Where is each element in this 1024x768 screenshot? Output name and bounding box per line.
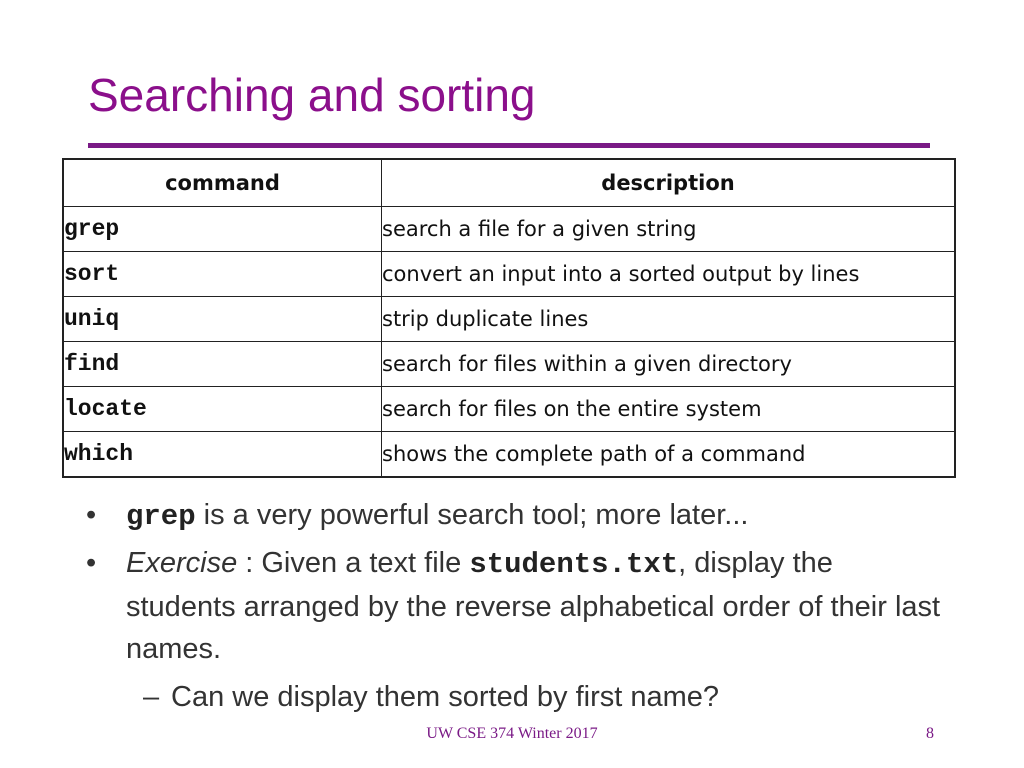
command-cell: which [63, 432, 382, 478]
sub-bullet-text: Can we display them sorted by first name? [171, 681, 720, 713]
description-cell: search for files within a given directory [382, 342, 956, 387]
inline-code: grep [126, 500, 196, 533]
commands-table [62, 158, 956, 478]
table-row [63, 297, 955, 342]
bullet-item [86, 542, 946, 670]
header-description: description [382, 159, 956, 207]
bullet-text: : Given a text file [237, 547, 470, 579]
bullet-text: is a very powerful search tool; more later... [195, 499, 749, 531]
exercise-label: Exercise [126, 547, 238, 579]
footer-course: UW CSE 374 Winter 2017 [426, 725, 598, 742]
table-row [63, 387, 955, 432]
bullet-list [86, 494, 946, 718]
title-underline [88, 143, 930, 148]
command-cell: grep [63, 207, 382, 252]
inline-code: students.txt [469, 548, 679, 581]
command-cell: uniq [63, 297, 382, 342]
bullet-dot-icon: • [86, 547, 97, 579]
bullet-text: , display the students arranged by the reverse alphabetical order of their last names. [126, 547, 941, 665]
bullet-item [86, 494, 946, 538]
header-command: command [63, 159, 382, 207]
table-row [63, 207, 955, 252]
description-cell: strip duplicate lines [382, 297, 956, 342]
description-cell: shows the complete path of a command [382, 432, 956, 478]
dash-icon: – [143, 681, 160, 713]
command-cell: locate [63, 387, 382, 432]
command-cell: find [63, 342, 382, 387]
table-row [63, 252, 955, 297]
sub-bullet-item [86, 676, 946, 718]
table-row [63, 342, 955, 387]
bullet-dot-icon: • [86, 499, 97, 531]
page-number: 8 [926, 725, 934, 742]
description-cell: search for files on the entire system [382, 387, 956, 432]
description-cell: search a file for a given string [382, 207, 956, 252]
command-cell: sort [63, 252, 382, 297]
description-cell: convert an input into a sorted output by lines [382, 252, 956, 297]
slide-title: Searching and sorting [88, 69, 536, 121]
table-header-row [63, 159, 955, 207]
table-row [63, 432, 955, 478]
